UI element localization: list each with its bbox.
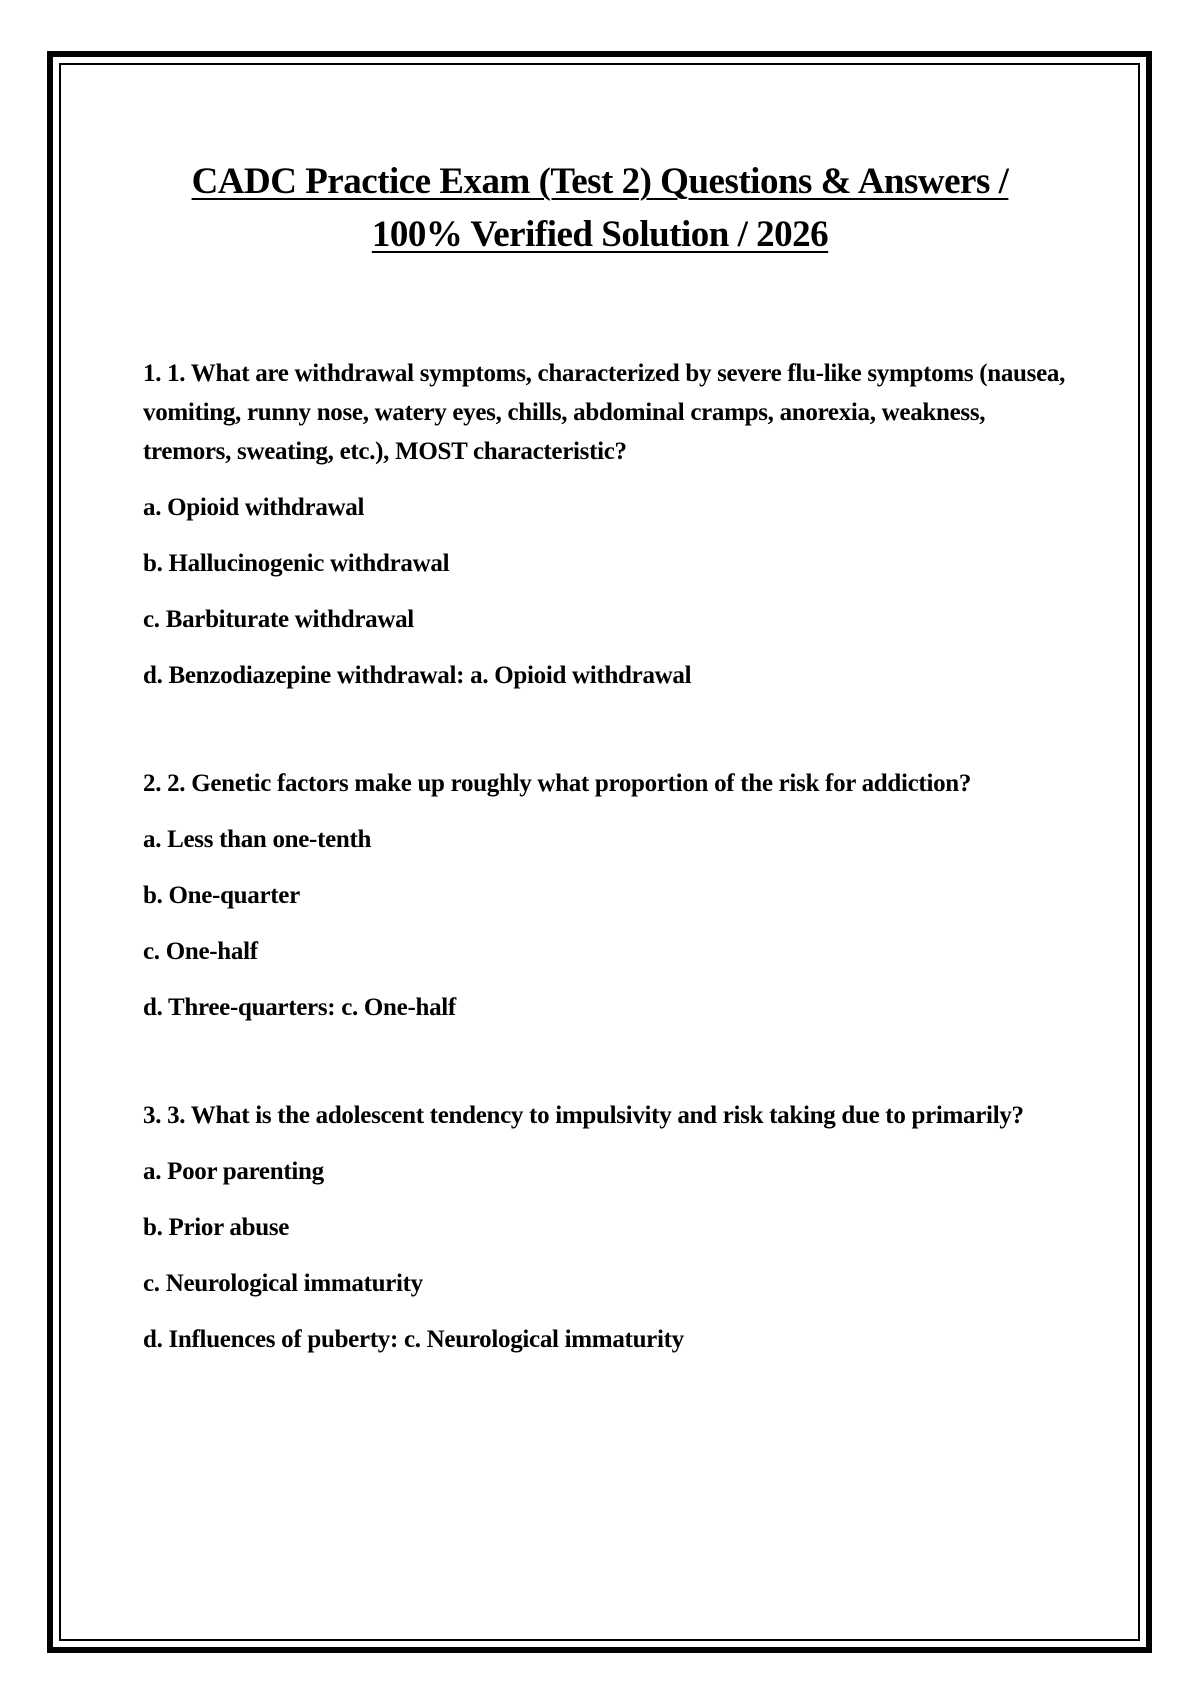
question-1-option-a: a. Opioid withdrawal <box>143 494 365 521</box>
question-2-option-c: c. One-half <box>143 938 258 965</box>
question-1-option-b: b. Hallucinogenic withdrawal <box>143 550 450 577</box>
question-list <box>143 354 1073 1376</box>
question-3-option-d: d. Influences of puberty: c. Neurological immaturity <box>143 1326 684 1353</box>
question-1-text: 1. 1. What are withdrawal symptoms, characterized by severe flu-like symptoms (nausea, vomiting, runny nose, watery eyes, chills, abdominal cramps, anorexia, weakness, tremors, sweating, etc.), MOST characteristic? <box>143 360 1066 465</box>
question-2-text: 2. 2. Genetic factors make up roughly what proportion of the risk for addiction? <box>143 770 972 797</box>
question-3-option-b: b. Prior abuse <box>143 1214 290 1241</box>
question-2-option-b: b. One-quarter <box>143 882 300 909</box>
question-2-option-d: d. Three-quarters: c. One-half <box>143 994 456 1021</box>
question-2-option-a: a. Less than one-tenth <box>143 826 372 853</box>
question-1-option-c: c. Barbiturate withdrawal <box>143 606 414 633</box>
question-3-option-a: a. Poor parenting <box>143 1158 324 1185</box>
question-2 <box>143 764 1073 1027</box>
question-spacer <box>143 1044 1073 1096</box>
question-1-option-d: d. Benzodiazepine withdrawal: a. Opioid withdrawal <box>143 662 692 689</box>
question-3 <box>143 1096 1073 1359</box>
title-line-1: CADC Practice Exam (Test 2) Questions & Answers / <box>191 161 1009 202</box>
question-spacer <box>143 712 1073 764</box>
question-3-option-c: c. Neurological immaturity <box>143 1270 423 1297</box>
question-3-text: 3. 3. What is the adolescent tendency to impulsivity and risk taking due to primarily? <box>143 1102 1024 1129</box>
question-1 <box>143 354 1073 695</box>
document-title <box>0 155 1200 261</box>
title-line-2: 100% Verified Solution / 2026 <box>371 214 829 255</box>
